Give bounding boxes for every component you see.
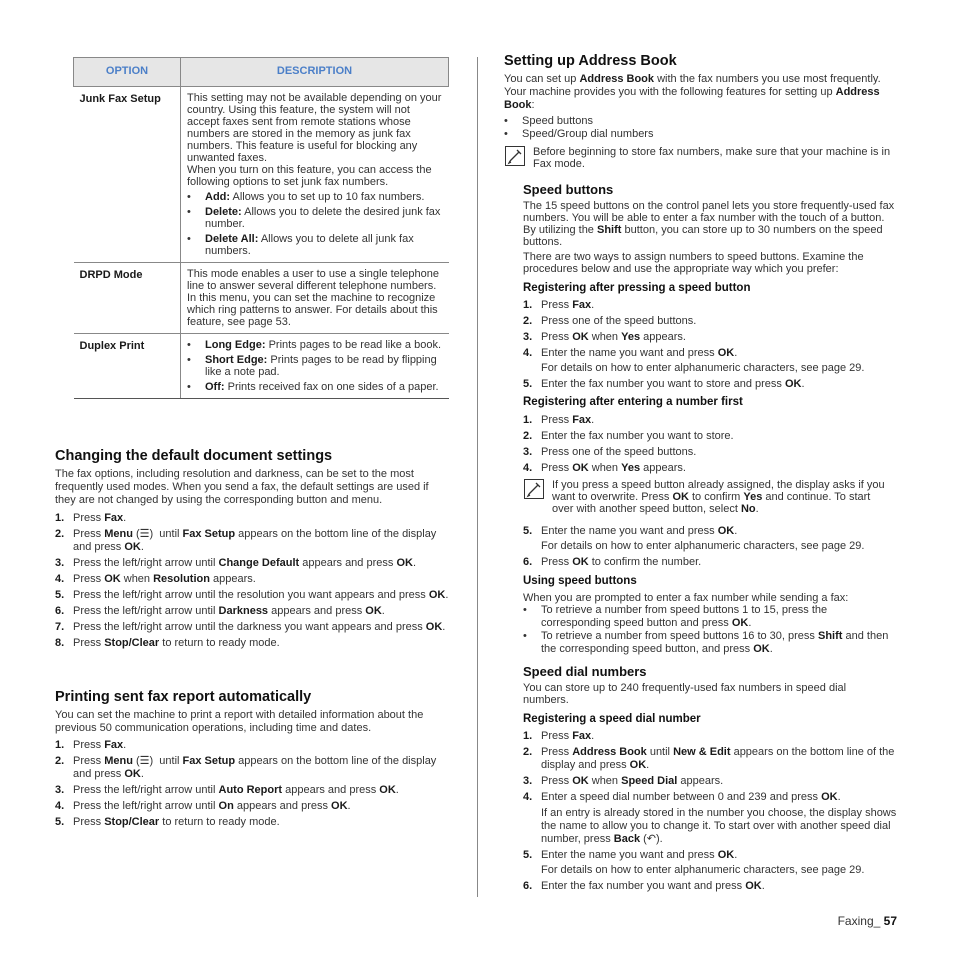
list-item: 1. Press Fax.	[55, 739, 127, 751]
heading-sent-fax-report: Printing sent fax report automatically	[55, 689, 312, 705]
desc-drpd-mode: This mode enables a user to use a single telephone line to answer several different telephone numbers. In this menu, you can set the machine to recognize which ring patterns to answer. For details about this feature, see page 53.	[181, 263, 449, 334]
list-item: 5. Enter the fax number you want to store and press OK.	[523, 378, 805, 390]
list-item: 4. Enter a speed dial number between 0 and 239 and press OK. If an entry is already stored in the number you choose, the display shows the name to allow you to change it. To start over with another speed dial number, press Back (↶).	[523, 791, 897, 845]
list-item: • Delete: Allows you to delete the desired junk fax number.	[187, 206, 441, 230]
using-speed-buttons-list	[523, 604, 893, 656]
address-book-intro: You can set up Address Book with the fax numbers you use most frequently. Your machine provides you with the following features for setting up Address Book:	[504, 73, 881, 111]
list-item: 4. Press OK when Resolution appears.	[55, 573, 256, 585]
page-footer	[838, 914, 897, 928]
register-after-pressing-steps	[523, 299, 898, 394]
list-item: • Short Edge: Prints pages to be read by flipping like a note pad.	[187, 354, 437, 378]
table-row	[74, 263, 449, 334]
table-header-option: OPTION	[74, 58, 181, 87]
list-item: • Speed/Group dial numbers	[504, 128, 654, 140]
note-icon	[524, 479, 544, 499]
list-item: 5. Press Stop/Clear to return to ready mode.	[55, 816, 280, 828]
heading-register-after-entering: Registering after entering a number first	[523, 396, 743, 408]
list-item: 2. Press Address Book until New & Edit appears on the bottom line of the display and press OK.	[523, 746, 895, 771]
list-item: 6. Press OK to confirm the number.	[523, 556, 702, 568]
heading-speed-buttons: Speed buttons	[523, 182, 614, 197]
sent-fax-report-steps	[55, 739, 450, 832]
desc-junk-fax-setup: This setting may not be available depending on your country. Using this feature, the system will not accept faxes sent from remote stations whose numbers are stored in the memory as junk fax numbers. This feature is useful for blocking any unwanted faxes. When you turn on this feature, you can access the following options to set junk fax numbers. • Add: Allows you to set up to 10 fax numbers. • Delete: Allows you to delete the desired junk fax number. • Delete All: Allows you to delete all junk fax numbers.	[181, 87, 449, 263]
list-item: 1. Press Fax.	[523, 730, 595, 742]
note-box: Before beginning to store fax numbers, make sure that your machine is in Fax mode.	[505, 146, 895, 170]
list-item: • To retrieve a number from speed buttons 1 to 15, press the corresponding speed button and press OK.	[523, 604, 828, 629]
heading-register-speed-dial: Registering a speed dial number	[523, 713, 701, 725]
list-item: 1. Press Fax.	[523, 299, 595, 311]
list-item: 4. Press the left/right arrow until On appears and press OK.	[55, 800, 351, 812]
list-item: 3. Press the left/right arrow until Auto Report appears and press OK.	[55, 784, 399, 796]
table-header-description: DESCRIPTION	[181, 58, 449, 87]
default-settings-intro: The fax options, including resolution and darkness, can be set to the most frequently used modes. When you send a fax, the default settings are used if they are not changed by using the corresponding button and menu.	[55, 468, 429, 506]
list-item: • Delete All: Allows you to delete all junk fax numbers.	[187, 233, 414, 257]
list-item: 5. Enter the name you want and press OK. For details on how to enter alphanumeric characters, see page 29.	[523, 525, 865, 552]
list-item: 1. Press Fax.	[523, 414, 595, 426]
list-item: 3. Press OK when Speed Dial appears.	[523, 775, 724, 787]
list-item: 6. Enter the fax number you want and press OK.	[523, 880, 765, 892]
register-after-entering-steps-cont	[523, 525, 898, 572]
options-table	[73, 57, 449, 399]
note-box: If you press a speed button already assigned, the display asks if you want to overwrite. Press OK to confirm Yes and continue. To start over with another speed button, select No.	[524, 479, 894, 515]
sent-fax-report-intro: You can set the machine to print a report with detailed information about the previous 50 communication operations, including time and dates.	[55, 709, 424, 734]
list-item: • Speed buttons	[504, 115, 593, 127]
list-item: 7. Press the left/right arrow until the darkness you want appears and press OK.	[55, 621, 446, 633]
table-row	[74, 334, 449, 399]
speed-buttons-ways: There are two ways to assign numbers to speed buttons. Examine the procedures below and use the appropriate way which you prefer:	[523, 251, 864, 275]
list-item: 3. Press one of the speed buttons.	[523, 446, 697, 458]
register-after-entering-steps	[523, 414, 898, 478]
list-item: 5. Press the left/right arrow until the resolution you want appears and press OK.	[55, 589, 449, 601]
list-item: • Long Edge: Prints pages to be read like a book.	[187, 339, 442, 351]
list-item: 4. Enter the name you want and press OK. For details on how to enter alphanumeric characters, see page 29.	[523, 347, 865, 374]
list-item: 3. Press OK when Yes appears.	[523, 331, 686, 343]
note-icon	[505, 146, 525, 166]
option-drpd-mode: DRPD Mode	[74, 263, 181, 334]
list-item: 2. Press one of the speed buttons.	[523, 315, 697, 327]
menu-icon: ☰	[139, 528, 150, 540]
register-speed-dial-steps	[523, 730, 898, 896]
heading-address-book: Setting up Address Book	[504, 53, 677, 69]
table-row	[74, 87, 449, 263]
heading-speed-dial-numbers: Speed dial numbers	[523, 664, 647, 679]
list-item: 3. Press the left/right arrow until Change Default appears and press OK.	[55, 557, 416, 569]
list-item: 4. Press OK when Yes appears.	[523, 462, 686, 474]
address-book-features	[504, 115, 894, 141]
list-item: 2. Enter the fax number you want to store.	[523, 430, 734, 442]
list-item: 2. Press Menu (☰) until Fax Setup appears on the bottom line of the display and press OK.	[55, 755, 437, 780]
list-item: 6. Press the left/right arrow until Darkness appears and press OK.	[55, 605, 385, 617]
default-settings-steps	[55, 512, 450, 653]
speed-buttons-intro: The 15 speed buttons on the control panel lets you store frequently-used fax numbers. You will be able to enter a fax number with the touch of a button. By utilizing the Shift button, you can store up to 30 numbers on the speed buttons.	[523, 200, 895, 248]
speed-dial-intro: You can store up to 240 frequently-used fax numbers in speed dial numbers.	[523, 682, 847, 706]
list-item: • Add: Allows you to set up to 10 fax numbers.	[187, 191, 425, 203]
using-speed-buttons-intro: When you are prompted to enter a fax number while sending a fax:	[523, 592, 849, 604]
list-item: 2. Press Menu (☰) until Fax Setup appears on the bottom line of the display and press OK.	[55, 528, 437, 553]
desc-duplex-print	[181, 334, 449, 399]
option-duplex-print: Duplex Print	[74, 334, 181, 399]
list-item: • To retrieve a number from speed buttons 16 to 30, press Shift and then the corresponding speed button, and press OK.	[523, 630, 889, 655]
heading-register-after-pressing: Registering after pressing a speed button	[523, 282, 751, 294]
heading-using-speed-buttons: Using speed buttons	[523, 575, 637, 587]
footer-section: Faxing_	[837, 914, 881, 928]
page-number: 57	[883, 914, 897, 928]
back-icon: ↶	[646, 833, 657, 845]
list-item: 8. Press Stop/Clear to return to ready mode.	[55, 637, 280, 649]
list-item: 5. Enter the name you want and press OK. For details on how to enter alphanumeric characters, see page 29.	[523, 849, 865, 876]
heading-default-settings: Changing the default document settings	[55, 448, 333, 464]
menu-icon: ☰	[139, 755, 150, 767]
list-item: • Off: Prints received fax on one sides of a paper.	[187, 381, 439, 393]
column-divider	[477, 57, 478, 897]
list-item: 1. Press Fax.	[55, 512, 127, 524]
option-junk-fax-setup: Junk Fax Setup	[74, 87, 181, 263]
